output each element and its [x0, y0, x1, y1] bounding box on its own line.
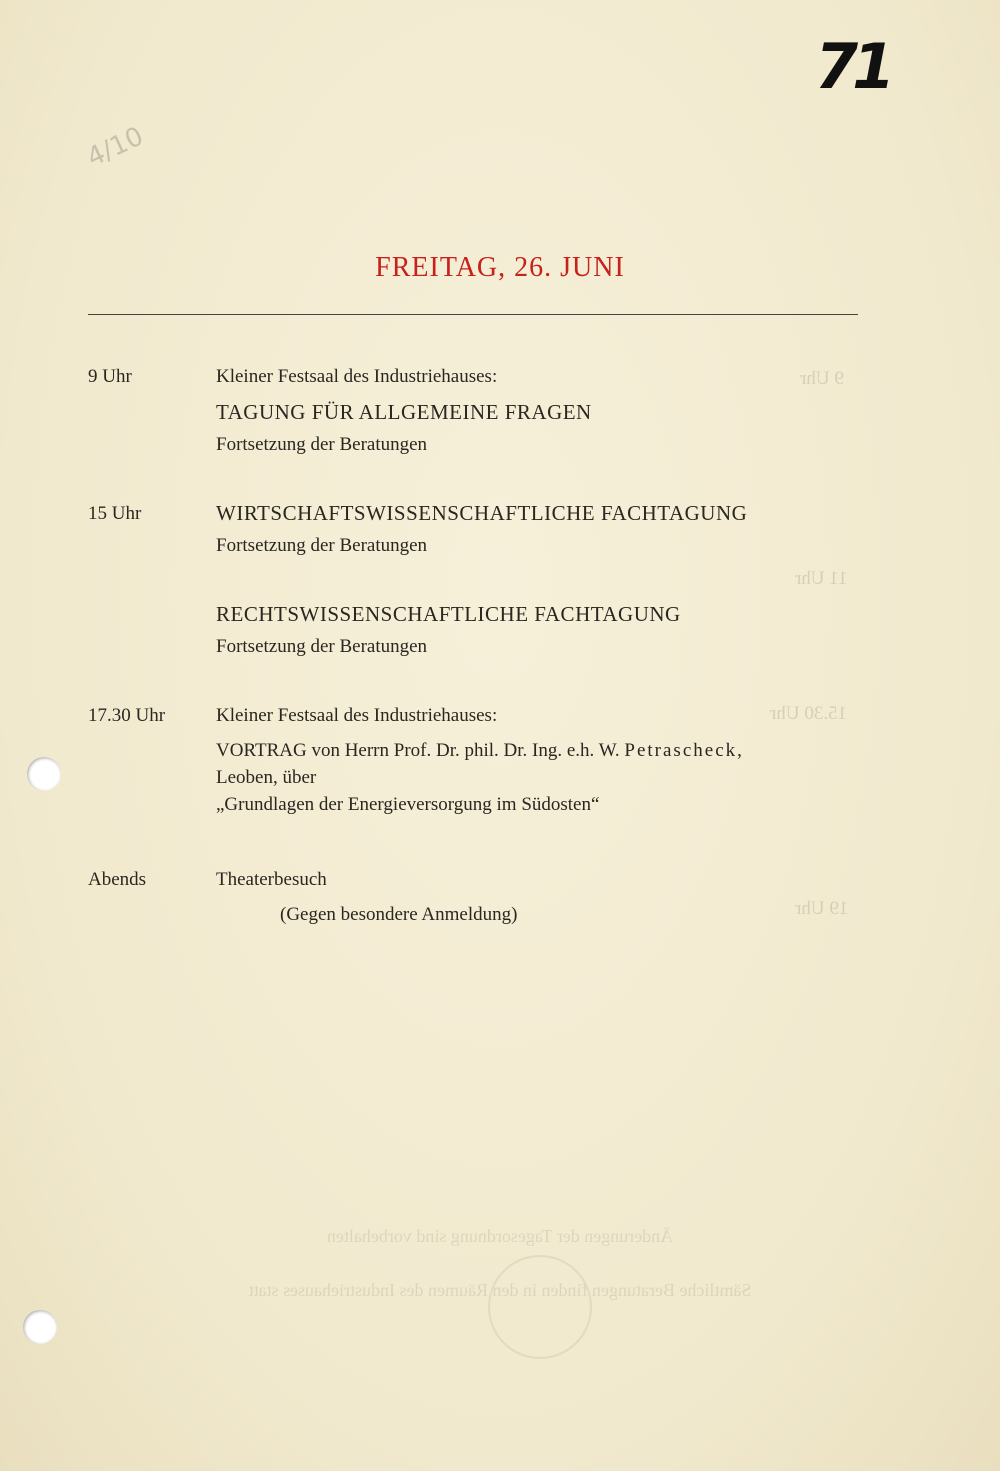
page-title: FREITAG, 26. JUNI — [375, 252, 625, 283]
schedule-lecture — [216, 740, 744, 762]
schedule-time: 17.30 Uhr — [88, 705, 166, 726]
schedule-location: Kleiner Festsaal des Industriehauses: — [216, 705, 498, 726]
bleed-through-time: 11 Uhr — [795, 568, 848, 589]
bleed-through-time: 19 Uhr — [795, 898, 849, 919]
schedule-heading: WIRTSCHAFTSWISSENSCHAFTLICHE FACHTAGUNG — [216, 501, 748, 525]
schedule-detail: Fortsetzung der Beratungen — [216, 535, 428, 556]
lecturer-name: Petrascheck, — [624, 740, 744, 761]
bleed-through-footer: Sämtliche Beratungen finden in den Räumen des Industriehauses statt — [248, 1280, 752, 1300]
schedule-time: 15 Uhr — [88, 503, 142, 524]
lecture-topic: „Grundlagen der Energieversorgung im Südosten“ — [216, 794, 600, 815]
handwritten-folio-number: 71 — [815, 30, 890, 103]
schedule-detail: Fortsetzung der Beratungen — [216, 636, 428, 657]
schedule-location: Kleiner Festsaal des Industriehauses: — [216, 366, 498, 387]
schedule-heading: RECHTSWISSENSCHAFTLICHE FACHTAGUNG — [216, 602, 681, 626]
schedule-detail: Fortsetzung der Beratungen — [216, 434, 428, 455]
lecture-title: VORTRAG von Herrn Prof. Dr. phil. Dr. Ing. e.h. W. — [216, 740, 620, 761]
schedule-detail: Leoben, über — [216, 767, 317, 788]
bleed-through-time: 9 Uhr — [800, 368, 844, 389]
title-rule — [88, 314, 858, 315]
punch-hole-bottom — [23, 1310, 57, 1344]
punch-hole-top — [27, 757, 61, 791]
bleed-through-stamp — [488, 1255, 592, 1359]
schedule-note: (Gegen besondere Anmeldung) — [280, 904, 518, 925]
schedule-time: 9 Uhr — [88, 366, 132, 387]
schedule-time: Abends — [88, 869, 147, 890]
schedule-detail: Theaterbesuch — [216, 869, 327, 890]
bleed-through-time: 15.30 Uhr — [770, 703, 848, 724]
pencil-annotation: 4/10 — [82, 121, 149, 174]
schedule-heading: TAGUNG FÜR ALLGEMEINE FRAGEN — [216, 400, 592, 424]
bleed-through-footer: Änderungen der Tagesordnung sind vorbehalten — [326, 1226, 674, 1246]
